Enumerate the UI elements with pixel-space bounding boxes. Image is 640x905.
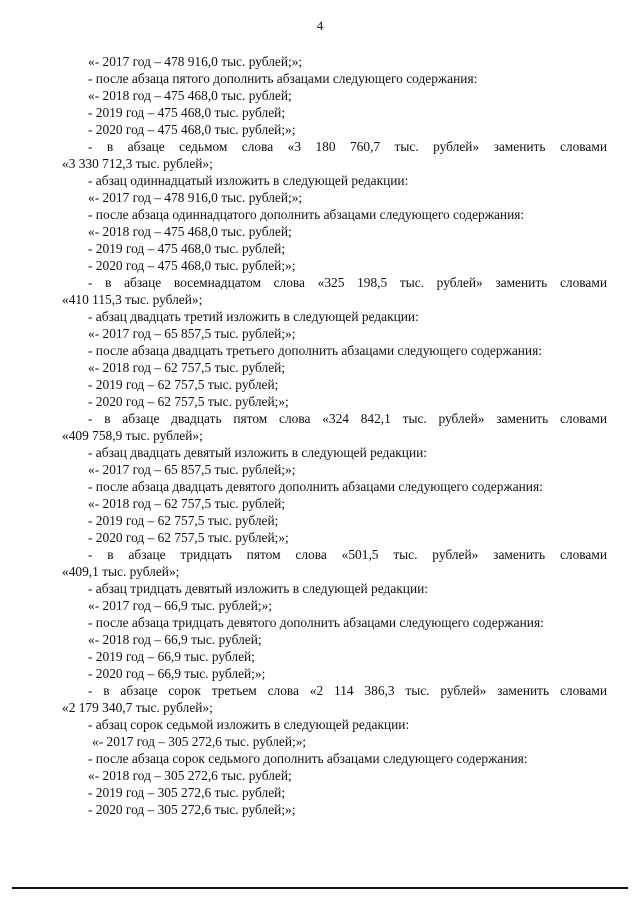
document-line: - абзац одиннадцатый изложить в следующей редакции: bbox=[88, 173, 409, 188]
document-line: «- 2018 год – 305 272,6 тыс. рублей; bbox=[88, 768, 292, 783]
document-line: - в абзаце тридцать пятом слова «501,5 тыс. рублей» заменить словами bbox=[88, 547, 607, 562]
document-line: «- 2017 год – 478 916,0 тыс. рублей;»; bbox=[88, 190, 303, 205]
document-line: «- 2017 год – 305 272,6 тыс. рублей;»; bbox=[92, 734, 307, 749]
document-line: «- 2018 год – 62 757,5 тыс. рублей; bbox=[88, 360, 286, 375]
document-line: - в абзаце седьмом слова «3 180 760,7 тыс. рублей» заменить словами bbox=[88, 139, 607, 154]
document-line: - абзац двадцать третий изложить в следующей редакции: bbox=[88, 309, 419, 324]
document-line: «409 758,9 тыс. рублей»; bbox=[62, 428, 203, 443]
document-line: «2 179 340,7 тыс. рублей»; bbox=[62, 700, 213, 715]
document-line: «- 2018 год – 66,9 тыс. рублей; bbox=[88, 632, 262, 647]
document-line: - 2020 год – 305 272,6 тыс. рублей;»; bbox=[88, 802, 296, 817]
document-line: - 2020 год – 66,9 тыс. рублей;»; bbox=[88, 666, 266, 681]
document-line: «409,1 тыс. рублей»; bbox=[62, 564, 180, 579]
document-line: - 2019 год – 66,9 тыс. рублей; bbox=[88, 649, 255, 664]
document-line: «- 2017 год – 65 857,5 тыс. рублей;»; bbox=[88, 462, 296, 477]
document-line: «- 2018 год – 62 757,5 тыс. рублей; bbox=[88, 496, 286, 511]
document-line: - 2019 год – 475 468,0 тыс. рублей; bbox=[88, 241, 286, 256]
document-line: - 2019 год – 62 757,5 тыс. рублей; bbox=[88, 513, 279, 528]
document-line: - после абзаца тридцать девятого дополнить абзацами следующего содержания: bbox=[88, 615, 544, 630]
document-line: - после абзаца двадцать девятого дополнить абзацами следующего содержания: bbox=[88, 479, 543, 494]
document-line: - после абзаца сорок седьмого дополнить абзацами следующего содержания: bbox=[88, 751, 528, 766]
document-line: - в абзаце двадцать пятом слова «324 842,1 тыс. рублей» заменить словами bbox=[88, 411, 607, 426]
document-line: «- 2018 год – 475 468,0 тыс. рублей; bbox=[88, 88, 292, 103]
document-line: - в абзаце сорок третьем слова «2 114 386,3 тыс. рублей» заменить словами bbox=[88, 683, 607, 698]
document-line: - 2019 год – 305 272,6 тыс. рублей; bbox=[88, 785, 286, 800]
document-line: - 2020 год – 475 468,0 тыс. рублей;»; bbox=[88, 122, 296, 137]
document-line: - 2020 год – 62 757,5 тыс. рублей;»; bbox=[88, 530, 289, 545]
document-line: - 2019 год – 475 468,0 тыс. рублей; bbox=[88, 105, 286, 120]
document-line: - 2020 год – 62 757,5 тыс. рублей;»; bbox=[88, 394, 289, 409]
page-number: 4 bbox=[316, 18, 324, 33]
document-line: - в абзаце восемнадцатом слова «325 198,5 тыс. рублей» заменить словами bbox=[88, 275, 607, 290]
document-line: «410 115,3 тыс. рублей»; bbox=[62, 292, 203, 307]
document-line: - абзац сорок седьмой изложить в следующей редакции: bbox=[88, 717, 410, 732]
bottom-rule bbox=[12, 887, 628, 889]
document-line: «- 2017 год – 478 916,0 тыс. рублей;»; bbox=[88, 54, 303, 69]
document-body bbox=[62, 53, 607, 818]
document-line: «3 330 712,3 тыс. рублей»; bbox=[62, 156, 213, 171]
document-line: - после абзаца двадцать третьего дополнить абзацами следующего содержания: bbox=[88, 343, 542, 358]
document-line: «- 2017 год – 66,9 тыс. рублей;»; bbox=[88, 598, 273, 613]
document-line: - абзац тридцать девятый изложить в следующей редакции: bbox=[88, 581, 429, 596]
document-line: - 2020 год – 475 468,0 тыс. рублей;»; bbox=[88, 258, 296, 273]
document-line: - после абзаца одиннадцатого дополнить абзацами следующего содержания: bbox=[88, 207, 525, 222]
document-line: «- 2018 год – 475 468,0 тыс. рублей; bbox=[88, 224, 292, 239]
document-line: - после абзаца пятого дополнить абзацами следующего содержания: bbox=[88, 71, 478, 86]
document-line: - 2019 год – 62 757,5 тыс. рублей; bbox=[88, 377, 279, 392]
document-line: «- 2017 год – 65 857,5 тыс. рублей;»; bbox=[88, 326, 296, 341]
document-line: - абзац двадцать девятый изложить в следующей редакции: bbox=[88, 445, 428, 460]
